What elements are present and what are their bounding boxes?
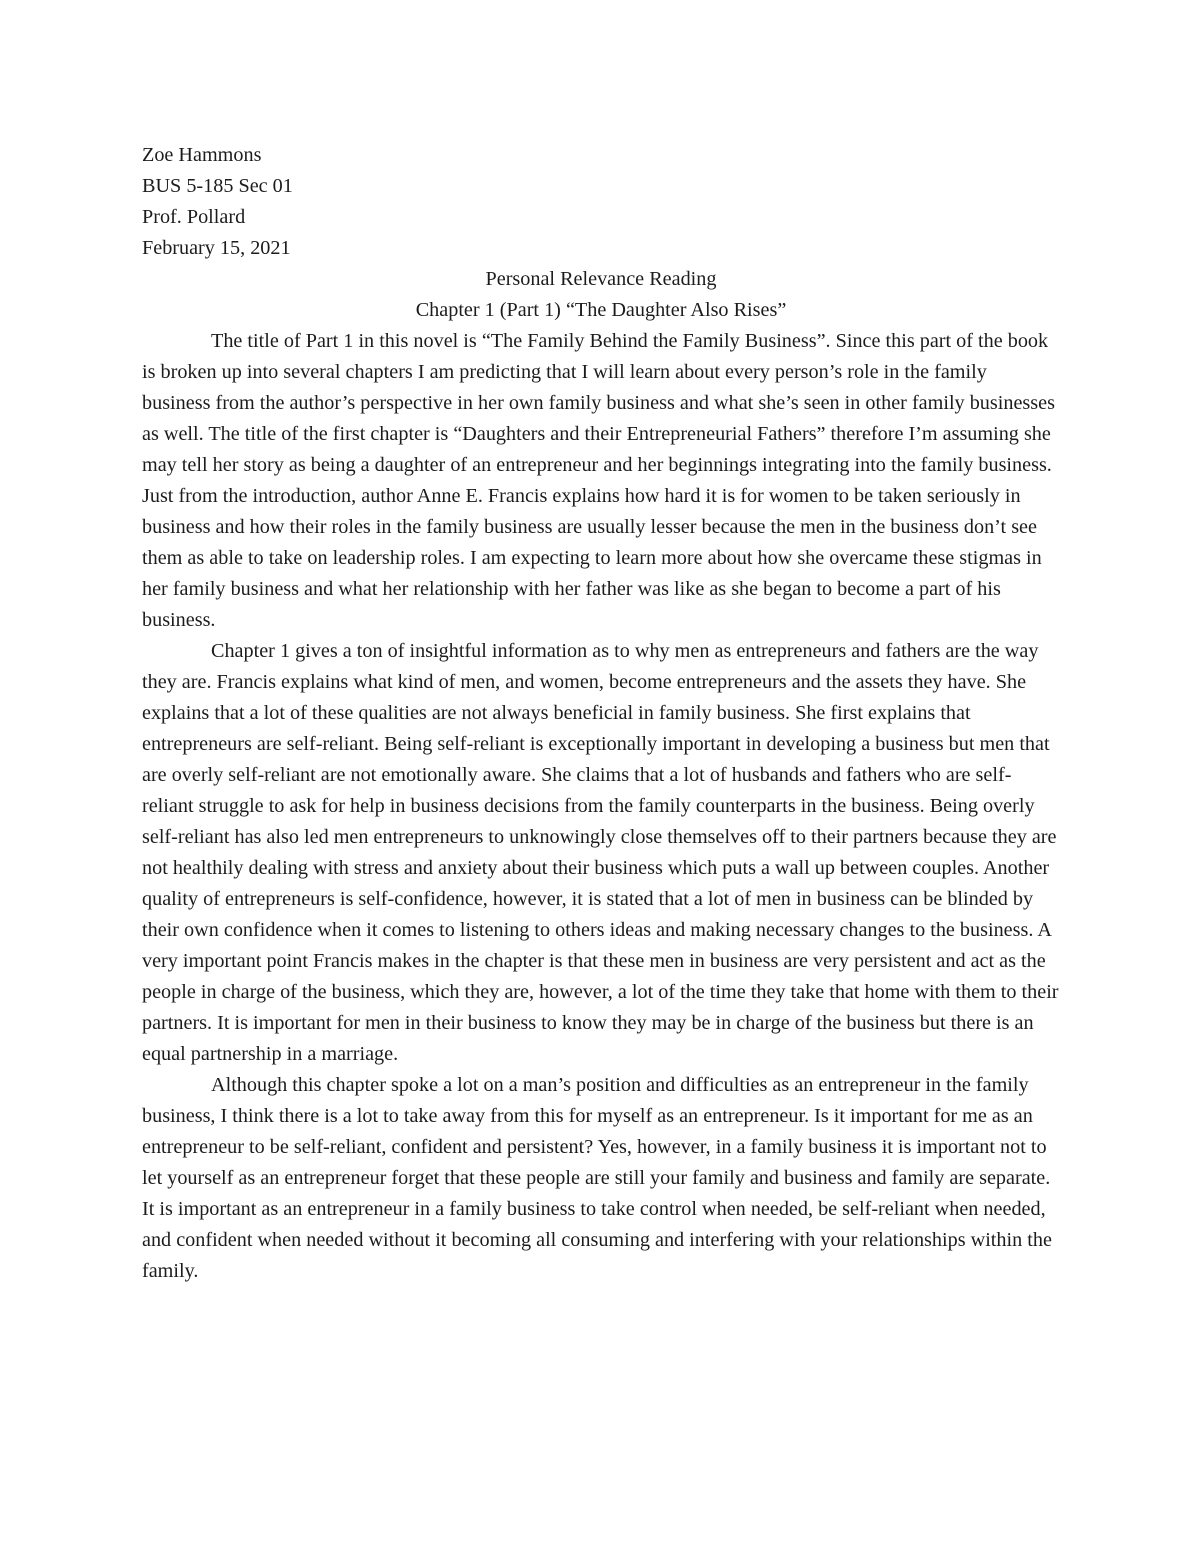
document-subtitle: Chapter 1 (Part 1) “The Daughter Also Rises” bbox=[415, 299, 787, 321]
document-title: Personal Relevance Reading bbox=[485, 268, 717, 290]
submission-date: February 15, 2021 bbox=[142, 237, 291, 259]
body-paragraph-1: The title of Part 1 in this novel is “The Family Behind the Family Business”. Since this part of the book is broken up into several chapters I am predicting that I will learn about every person’s role in the family business from the author’s perspective in her own family business and what she’s seen in other family businesses as well. The title of the first chapter is “Daughters and their Entrepreneurial Fathers” therefore I’m assuming she may tell her story as being a daughter of an entrepreneur and her beginnings integrating into the family business. Just from the introduction, author Anne E. Francis explains how hard it is for women to be taken seriously in business and how their roles in the family business are usually lesser because the men in the business don’t see them as able to take on leadership roles. I am expecting to learn more about how she overcame these stigmas in her family business and what her relationship with her father was like as she began to become a part of his business. bbox=[142, 330, 1055, 631]
professor-name: Prof. Pollard bbox=[142, 206, 246, 228]
course-code: BUS 5-185 Sec 01 bbox=[142, 175, 293, 197]
body-paragraph-2: Chapter 1 gives a ton of insightful information as to why men as entrepreneurs and fathers are the way they are. Francis explains what kind of men, and women, become entrepreneurs and the assets they have. She explains that a lot of these qualities are not always beneficial in family business. She first explains that entrepreneurs are self-reliant. Being self-reliant is exceptionally important in developing a business but men that are overly self-reliant are not emotionally aware. She claims that a lot of husbands and fathers who are self-reliant struggle to ask for help in business decisions from the family counterparts in the business. Being overly self-reliant has also led men entrepreneurs to unknowingly close themselves off to their partners because they are not healthily dealing with stress and anxiety about their business which puts a wall up between couples. Another quality of entrepreneurs is self-confidence, however, it is stated that a lot of men in business can be blinded by their own confidence when it comes to listening to others ideas and making necessary changes to the business. A very important point Francis makes in the chapter is that these men in business are very persistent and act as the people in charge of the business, which they are, however, a lot of the time they take that home with them to their partners. It is important for men in their business to know they may be in charge of the business but there is an equal partnership in a marriage. bbox=[142, 640, 1059, 1065]
document-body bbox=[142, 140, 1060, 1287]
body-paragraph-3: Although this chapter spoke a lot on a man’s position and difficulties as an entrepreneur in the family business, I think there is a lot to take away from this for myself as an entrepreneur. Is it important for me as an entrepreneur to be self-reliant, confident and persistent? Yes, however, in a family business it is important not to let yourself as an entrepreneur forget that these people are still your family and business and family are separate. It is important as an entrepreneur in a family business to take control when needed, be self-reliant when needed, and confident when needed without it becoming all consuming and interfering with your relationships within the family. bbox=[142, 1074, 1052, 1282]
author-name: Zoe Hammons bbox=[142, 144, 262, 166]
